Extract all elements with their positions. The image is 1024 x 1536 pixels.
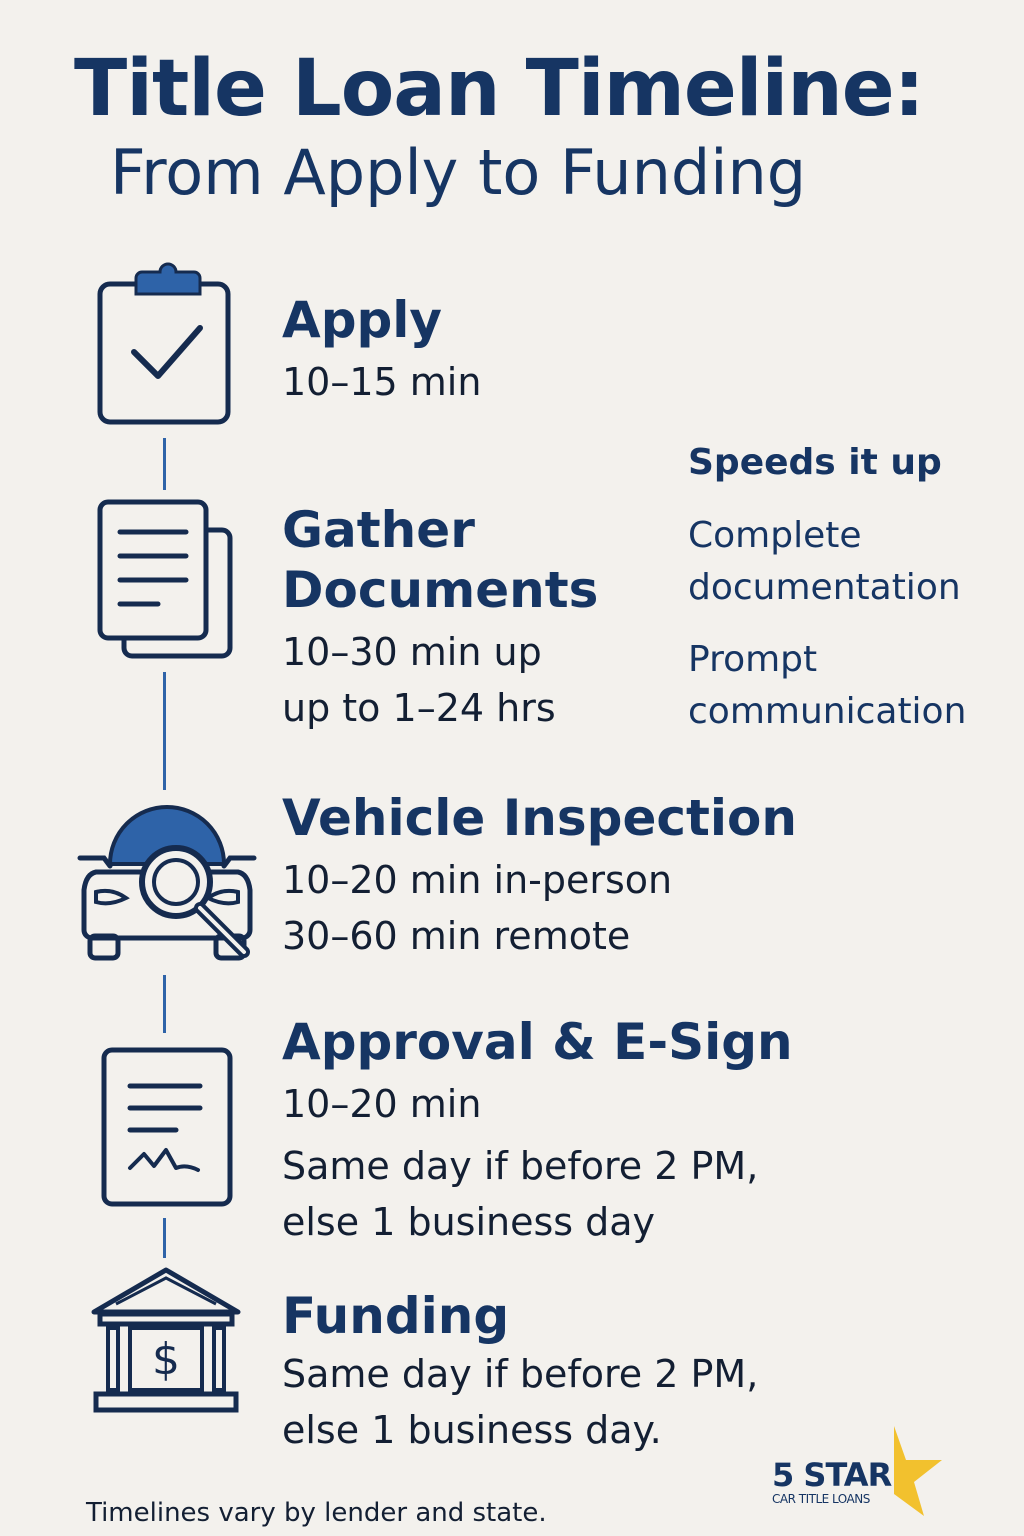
svg-text:$: $ [152, 1334, 180, 1385]
timeline-connector [163, 672, 166, 790]
step-duration-gather-documents: 10–30 min up up to 1–24 hrs [282, 630, 556, 730]
speeds-item-documentation: Complete documentation [688, 515, 961, 608]
step-duration-apply: 10–15 min [282, 360, 482, 404]
timeline-connector [163, 1218, 166, 1258]
step-title-gather-documents: Gather Documents [282, 501, 599, 619]
step-duration-approval-esign: 10–20 min Same day if before 2 PM, else 1 business day [282, 1082, 759, 1244]
timeline-connector [163, 438, 166, 490]
brand-logo [766, 1420, 956, 1520]
timeline-connector [163, 975, 166, 1033]
page-subtitle: From Apply to Funding [110, 136, 807, 209]
step-duration-vehicle-inspection: 10–20 min in-person 30–60 min remote [282, 858, 673, 958]
car-magnifier-icon [72, 800, 262, 974]
speeds-heading: Speeds it up [688, 442, 942, 483]
step-title-funding: Funding [282, 1287, 510, 1345]
step-title-apply: Apply [282, 291, 443, 349]
step-title-vehicle-inspection: Vehicle Inspection [282, 789, 797, 847]
speeds-item-communication: Prompt communication [688, 639, 967, 732]
step-duration-funding: Same day if before 2 PM, else 1 business day. [282, 1352, 759, 1452]
signed-document-icon [100, 1046, 234, 1212]
logo-name: 5 STAR [772, 1456, 892, 1494]
logo-tagline: CAR TITLE LOANS [772, 1492, 870, 1506]
bank-dollar-icon [86, 1264, 246, 1420]
documents-icon [96, 498, 236, 666]
step-title-approval-esign: Approval & E-Sign [282, 1013, 793, 1071]
footnote: Timelines vary by lender and state. [86, 1498, 547, 1528]
clipboard-check-icon [96, 258, 236, 432]
page-title: Title Loan Timeline: [74, 44, 924, 134]
